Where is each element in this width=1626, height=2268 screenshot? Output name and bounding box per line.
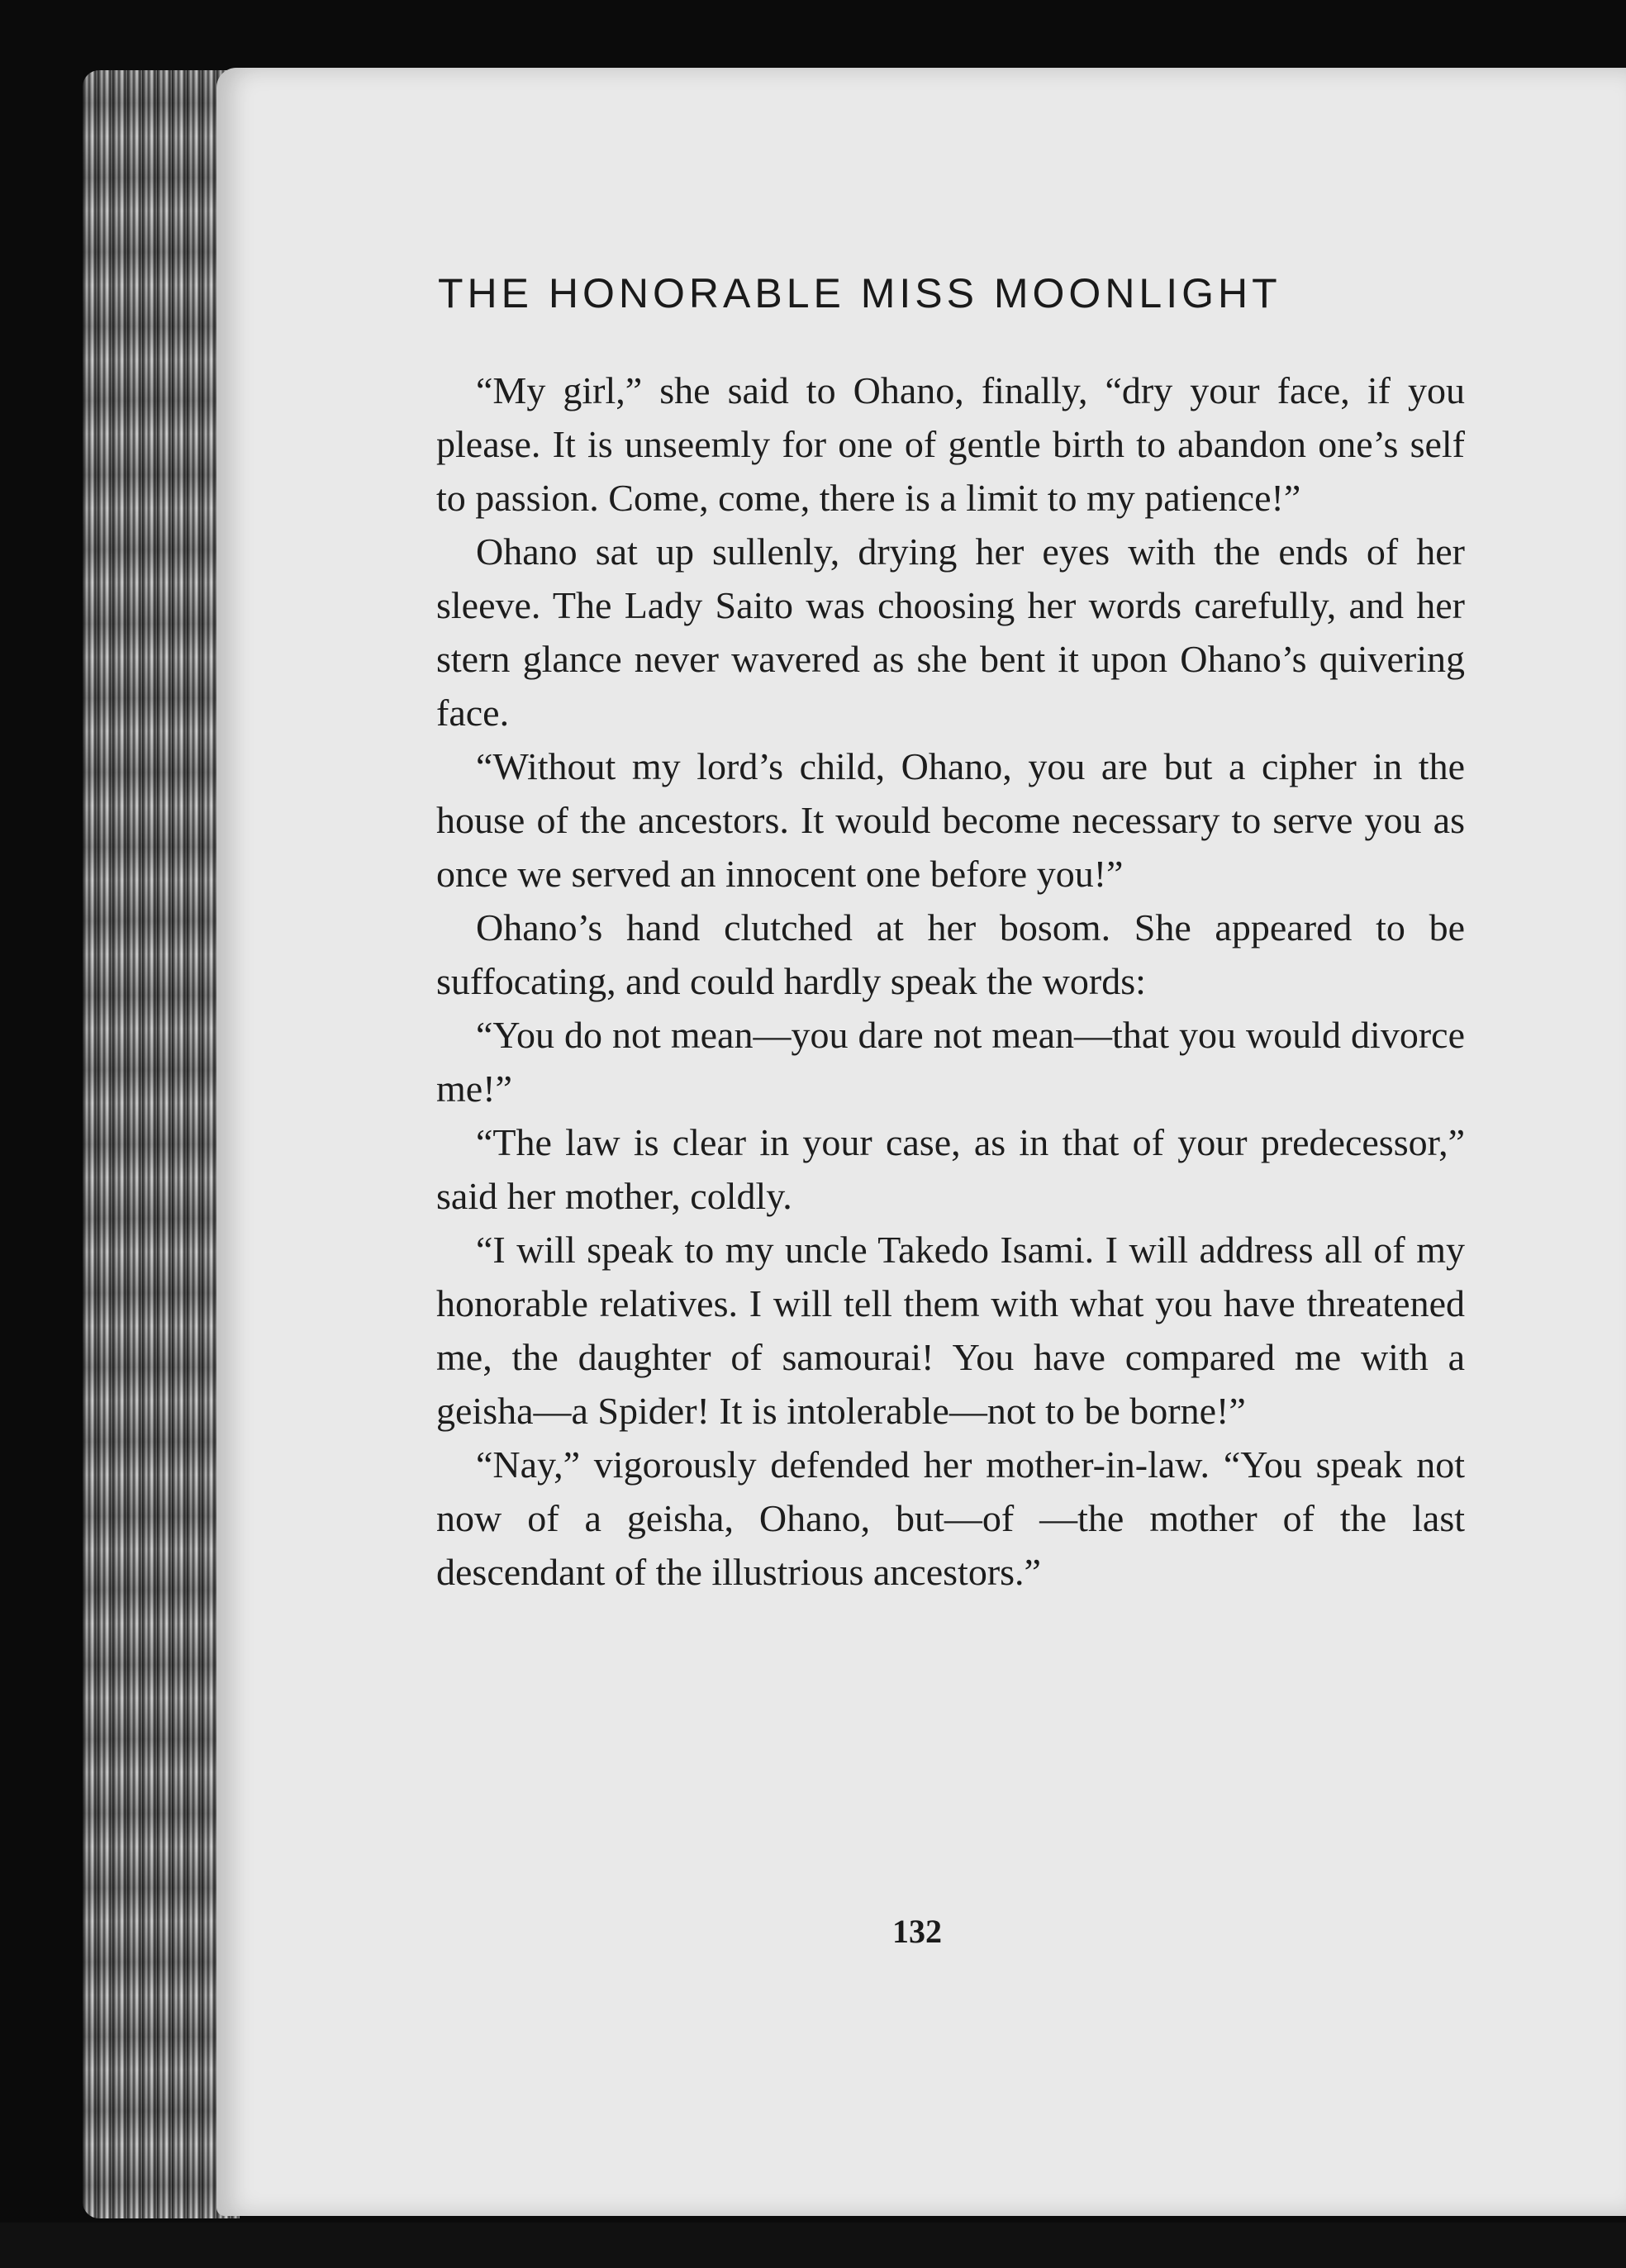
paragraph: Ohano sat up sullenly, drying her eyes with the ends of her sleeve. The Lady Saito was choosing her words carefully, and her stern glance never wavered as she bent it upon Ohano’s quivering face.: [436, 530, 1465, 734]
paragraph: Ohano’s hand clutched at her bosom. She appeared to be suffocating, and could hardly speak the words:: [436, 906, 1465, 1002]
page-number: 132: [892, 1913, 942, 1950]
paragraph: “Nay,” vigorously defended her mother-in-law. “You speak not now of a geisha, Ohano, but—of —the mother of the last descendant of the illustrious ancestors.”: [436, 1443, 1465, 1593]
paragraph: “I will speak to my uncle Takedo Isami. I will address all of my honorable relatives. I will tell them with what you have threatened me, the daughter of samourai! You have compared me with a geisha—a Spider! It is intolerable—not to be borne!”: [436, 1229, 1465, 1432]
paragraph: “My girl,” she said to Ohano, finally, “dry your face, if you please. It is unseemly for one of gentle birth to abandon one’s self to passion. Come, come, there is a limit to my patience!”: [436, 369, 1465, 519]
paragraph: “Without my lord’s child, Ohano, you are but a cipher in the house of the ancestors. It would become necessary to serve you as once we served an innocent one before you!”: [436, 745, 1465, 895]
page-body-text: [436, 364, 1465, 1599]
scan-bottom-border: [0, 2223, 1626, 2268]
paragraph: “The law is clear in your case, as in that of your predecessor,” said her mother, coldly.: [436, 1121, 1465, 1217]
paragraph: “You do not mean—you dare not mean—that you would divorce me!”: [436, 1014, 1465, 1110]
running-head: THE HONORABLE MISS MOONLIGHT: [438, 270, 1281, 316]
